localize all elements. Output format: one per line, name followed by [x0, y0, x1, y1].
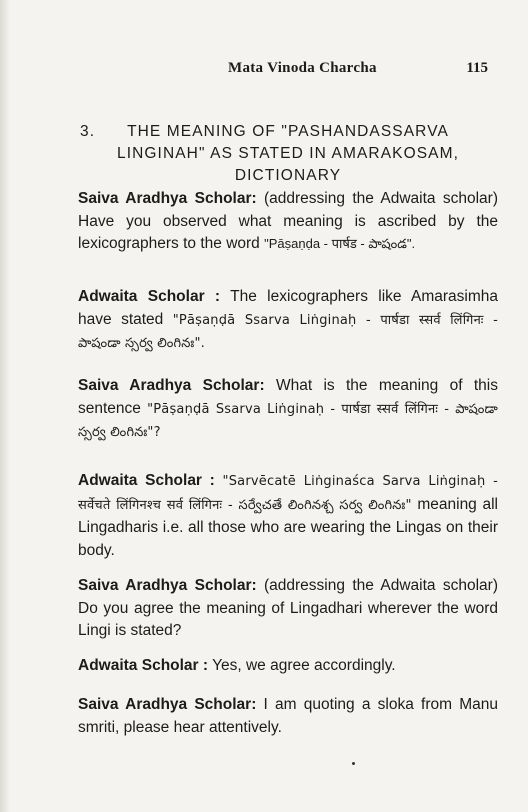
dialogue-text: The lexicographers like Amarasimha have stated — [78, 288, 499, 328]
print-mark — [352, 762, 355, 765]
dialogue-paragraph — [78, 575, 498, 643]
dialogue-paragraph — [78, 188, 498, 256]
speaker-label: Adwaita Scholar : — [78, 657, 209, 674]
page-number: 115 — [466, 60, 488, 76]
page-binding-edge — [0, 0, 10, 812]
dialogue-paragraph — [78, 470, 498, 562]
speaker-label: Saiva Aradhya Scholar: — [78, 190, 257, 207]
dialogue-text: (addressing the Adwaita scholar) Have you observed what meaning is ascribed by the lexicographers to the word — [78, 190, 498, 252]
book-title: Mata Vinoda Charcha — [228, 60, 377, 76]
section-title-line-2: LINGINAH" AS STATED IN AMARAKOSAM, — [116, 145, 460, 162]
dialogue-paragraph — [78, 694, 498, 739]
dialogue-text: What is the meaning of this sentence — [78, 377, 498, 417]
speaker-label: Adwaita Scholar : — [78, 472, 215, 489]
speaker-label: Saiva Aradhya Scholar: — [78, 577, 257, 594]
dialogue-paragraph — [78, 375, 498, 445]
dialogue-text: meaning all Lingadharis i.e. all those who are wearing the Lingas on their body. — [78, 495, 499, 559]
dialogue-paragraph — [78, 655, 498, 678]
transliteration: "Pāṣaṇḍa - पार्षड - పాషండ". — [264, 236, 416, 251]
speaker-label: Saiva Aradhya Scholar: — [78, 696, 257, 713]
section-title-line-3: DICTIONARY — [234, 167, 342, 184]
transliteration: "Pāṣaṇḍā Ssarva Liṅginaḥ - पार्षडा स्सर्व लिंगिनः - పాషండా స్సర్వ లింగినః". — [78, 312, 498, 351]
section-number: 3. — [80, 123, 96, 140]
speaker-label: Adwaita Scholar : — [78, 288, 221, 305]
dialogue-text: Yes, we agree accordingly. — [208, 657, 396, 674]
dialogue-text: (addressing the Adwaita scholar) Do you agree the meaning of Lingadhari wherever the word Lingi is stated? — [78, 577, 498, 639]
section-heading — [78, 121, 498, 187]
dialogue-paragraph — [78, 286, 498, 356]
transliteration: "Pāṣaṇḍā Ssarva Liṅginaḥ - पार्षडा स्सर्व लिंगिनः - పాషండా స్సర్వ లింగినః"? — [78, 401, 498, 440]
running-header — [0, 60, 528, 80]
dialogue-text: I am quoting a sloka from Manu smriti, please hear attentively. — [78, 696, 498, 736]
speaker-label: Saiva Aradhya Scholar: — [78, 377, 265, 394]
transliteration: "Sarvēcatē Liṅginaśca Sarva Liṅginaḥ - सर्वेचते लिंगिनश्च सर्व लिंगिनः - సర్వేచతే లింగినశ్చ సర్వ లింగినః" — [78, 474, 498, 513]
section-title-line-1: THE MEANING OF "PASHANDASSARVA — [127, 123, 449, 140]
